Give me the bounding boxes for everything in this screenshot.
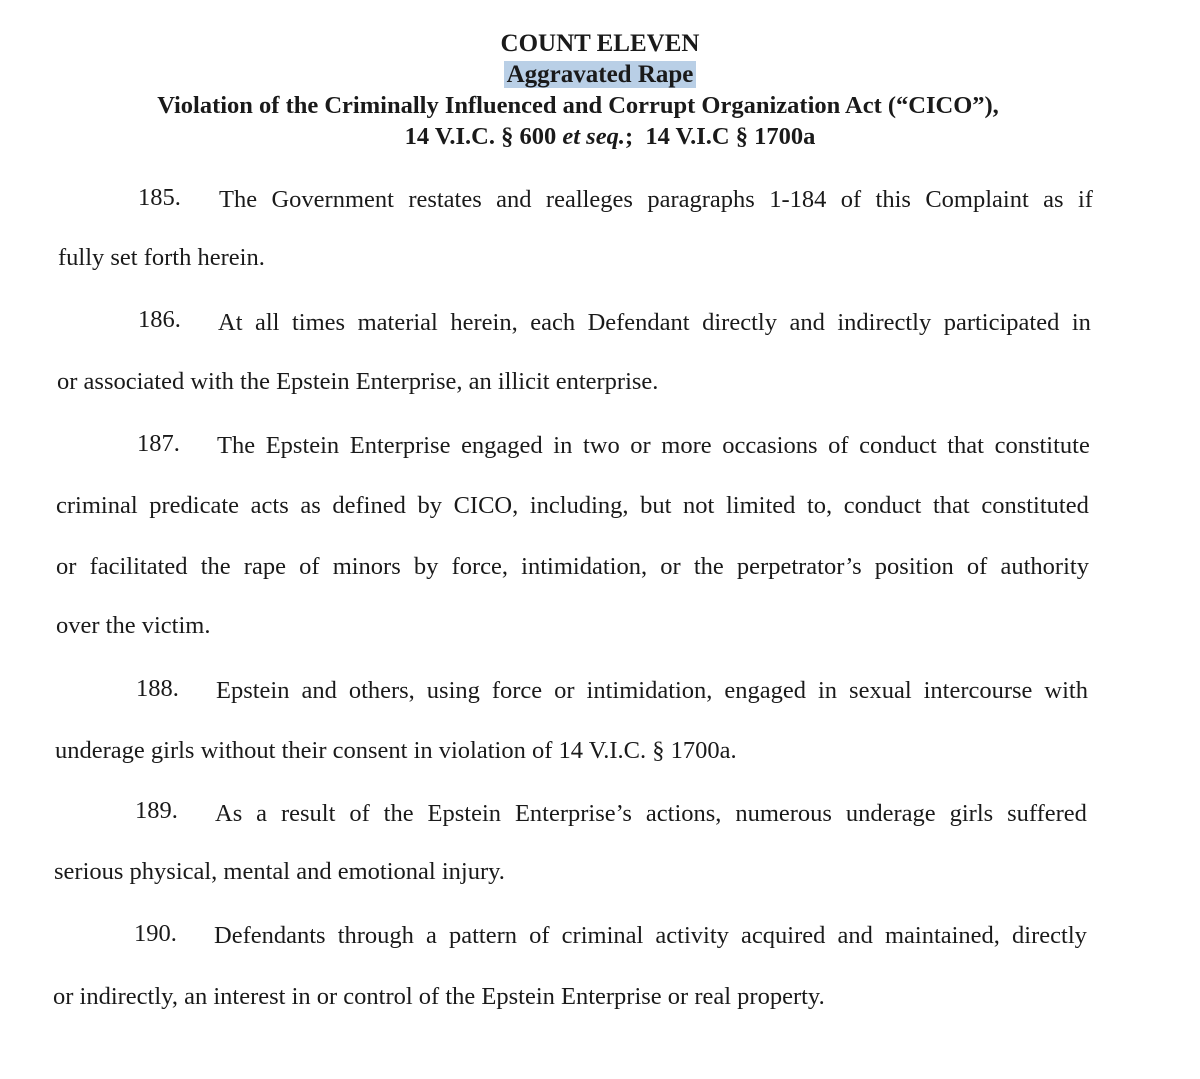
paragraph-number-185: 185. xyxy=(138,184,181,211)
paragraph-185-line-1: The Government restates and realleges paragraphs 1-184 of this Complaint as if xyxy=(219,186,1093,213)
citation-et-seq: et seq. xyxy=(562,123,625,150)
paragraph-187-line-2: criminal predicate acts as defined by CICO, including, but not limited to, conduct that constituted xyxy=(56,492,1089,519)
violation-heading: Violation of the Criminally Influenced and Corrupt Organization Act (“CICO”), xyxy=(157,92,999,119)
paragraph-186-line-2: or associated with the Epstein Enterprise, an illicit enterprise. xyxy=(57,368,659,395)
paragraph-number-187: 187. xyxy=(137,430,180,457)
count-heading: COUNT ELEVEN xyxy=(500,30,700,57)
paragraph-187-line-3: or facilitated the rape of minors by force, intimidation, or the perpetrator’s position of authority xyxy=(56,553,1089,580)
citation-part-b: ; 14 V.I.C § 1700a xyxy=(624,123,816,150)
paragraph-number-190: 190. xyxy=(134,920,177,947)
paragraph-188-line-2: underage girls without their consent in violation of 14 V.I.C. § 1700a. xyxy=(55,737,737,764)
paragraph-185-line-2: fully set forth herein. xyxy=(58,244,265,271)
paragraph-190-line-2: or indirectly, an interest in or control of the Epstein Enterprise or real property. xyxy=(53,983,825,1010)
paragraph-number-186: 186. xyxy=(138,306,181,333)
paragraph-188-line-1: Epstein and others, using force or intimidation, engaged in sexual intercourse with xyxy=(216,677,1088,704)
count-subtitle xyxy=(0,61,1200,89)
paragraph-number-189: 189. xyxy=(135,797,178,824)
paragraph-186-line-1: At all times material herein, each Defendant directly and indirectly participated in xyxy=(218,309,1091,336)
paragraph-187-line-1: The Epstein Enterprise engaged in two or more occasions of conduct that constitute xyxy=(217,432,1090,459)
citation-part-a: 14 V.I.C. § 600 xyxy=(404,123,563,150)
paragraph-189-line-1: As a result of the Epstein Enterprise’s actions, numerous underage girls suffered xyxy=(215,800,1087,827)
paragraph-187-line-4: over the victim. xyxy=(56,612,211,639)
paragraph-number-188: 188. xyxy=(136,675,179,702)
citation-heading xyxy=(10,123,1200,151)
highlighted-subtitle[interactable]: Aggravated Rape xyxy=(504,61,697,88)
paragraph-189-line-2: serious physical, mental and emotional injury. xyxy=(54,858,505,885)
paragraph-190-line-1: Defendants through a pattern of criminal activity acquired and maintained, directly xyxy=(214,922,1087,949)
